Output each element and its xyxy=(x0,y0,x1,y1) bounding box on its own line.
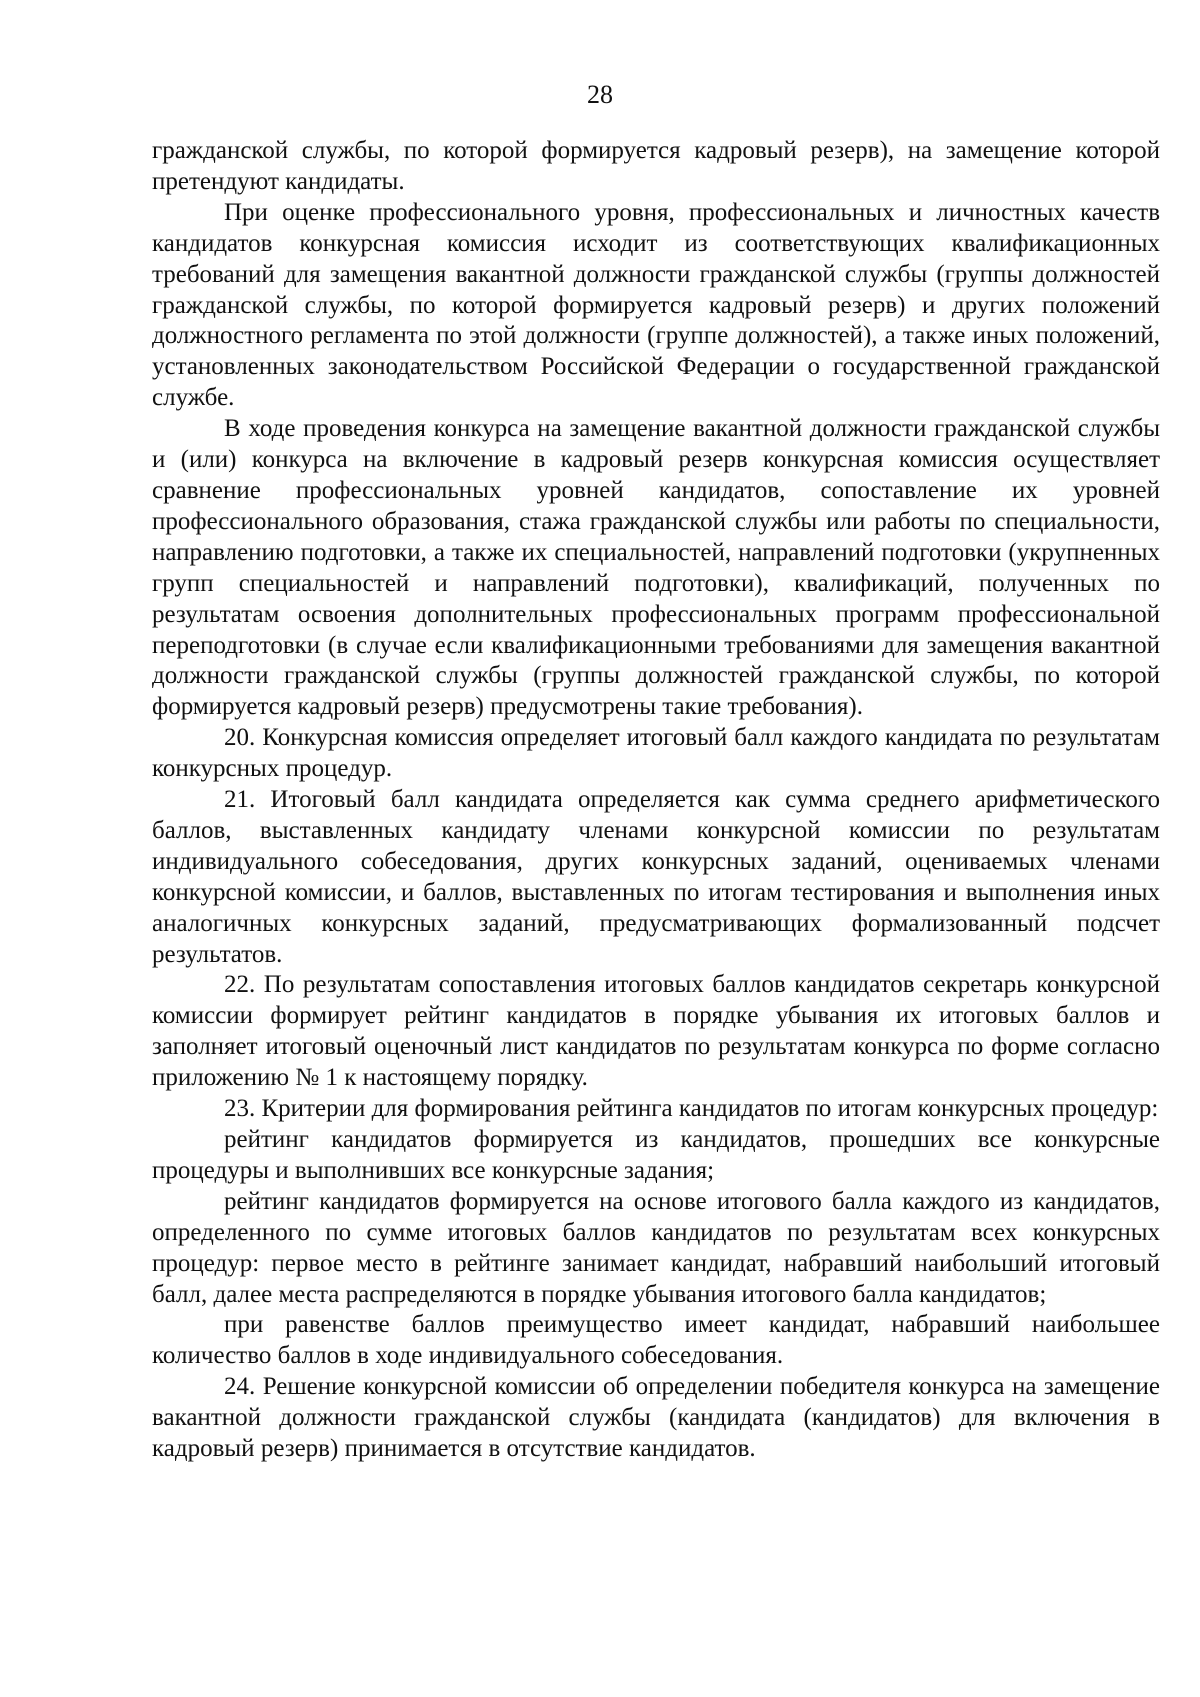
paragraph-competition-comparison: В ходе проведения конкурса на замещение вакантной должности гражданской службы и (или) конкурса на включение в кадровый резерв конкурсная комиссия осуществляет сравнение профессиональных уровней кандидатов, сопоставление их уровней профессионального образования, стажа гражданской службы или работы по специальности, направлению подготовки, а также их специальностей, направлений подготовки (укрупненных групп специальностей и направлений подготовки), квалификаций, полученных по результатам освоения дополнительных профессиональных программ профессиональной переподготовки (в случае если квалификационными требованиями для замещения вакантной должности гражданской службы (группы должностей гражданской службы, по которой формируется кадровый резерв) предусмотрены такие требования). xyxy=(152,415,1160,721)
paragraph-item-21: 21. Итоговый балл кандидата определяется как сумма среднего арифметического баллов, выставленных кандидату членами конкурсной комиссии по результатам индивидуального собеседования, других конкурсных заданий, оцениваемых членами конкурсной комиссии, и баллов, выставленных по итогам тестирования и выполнения иных аналогичных конкурсных заданий, предусматривающих формализованный подсчет результатов. xyxy=(152,786,1160,968)
paragraph-item-23: 23. Критерии для формирования рейтинга кандидатов по итогам конкурсных процедур: xyxy=(224,1095,1159,1123)
paragraph-criterion-1: рейтинг кандидатов формируется из кандидатов, прошедших все конкурсные процедуры и выполнивших все конкурсные задания; xyxy=(152,1126,1160,1184)
paragraph-criterion-2: рейтинг кандидатов формируется на основе итогового балла каждого из кандидатов, определенного по сумме итоговых баллов кандидатов по результатам всех конкурсных процедур: первое место в рейтинге занимает кандидат, набравший наибольший итоговый балл, далее места распределяются в порядке убывания итогового балла кандидатов; xyxy=(152,1187,1160,1308)
paragraph-item-20: 20. Конкурсная комиссия определяет итоговый балл каждого кандидата по результатам конкурсных процедур. xyxy=(152,724,1160,783)
paragraph-item-24: 24. Решение конкурсной комиссии об определении победителя конкурса на замещение вакантной должности гражданской службы (кандидата (кандидатов) для включения в кадровый резерв) принимается в отсутствие кандидатов. xyxy=(152,1373,1160,1463)
paragraph-evaluation-basis: При оценке профессионального уровня, профессиональных и личностных качеств кандидатов конкурсная комиссия исходит из соответствующих квалификационных требований для замещения вакантной должности гражданской службы (группы должностей гражданской службы, по которой формируется кадровый резерв) и других положений должностного регламента по этой должности (группе должностей), а также иных положений, установленных законодательством Российской Федерации о государственной гражданской службе. xyxy=(152,198,1160,412)
document-body xyxy=(152,136,1160,1465)
paragraph-item-22: 22. По результатам сопоставления итоговых баллов кандидатов секретарь конкурсной комиссии формирует рейтинг кандидатов в порядке убывания их итоговых баллов и заполняет итоговый оценочный лист кандидатов по результатам конкурса по форме согласно приложению № 1 к настоящему порядку. xyxy=(152,971,1160,1092)
paragraph-criterion-3: при равенстве баллов преимущество имеет кандидат, набравший наибольшее количество баллов в ходе индивидуального собеседования. xyxy=(152,1311,1160,1370)
page-number: 28 xyxy=(587,80,613,109)
paragraph-continuation: гражданской службы, по которой формируется кадровый резерв), на замещение которой претендуют кандидаты. xyxy=(152,137,1160,195)
